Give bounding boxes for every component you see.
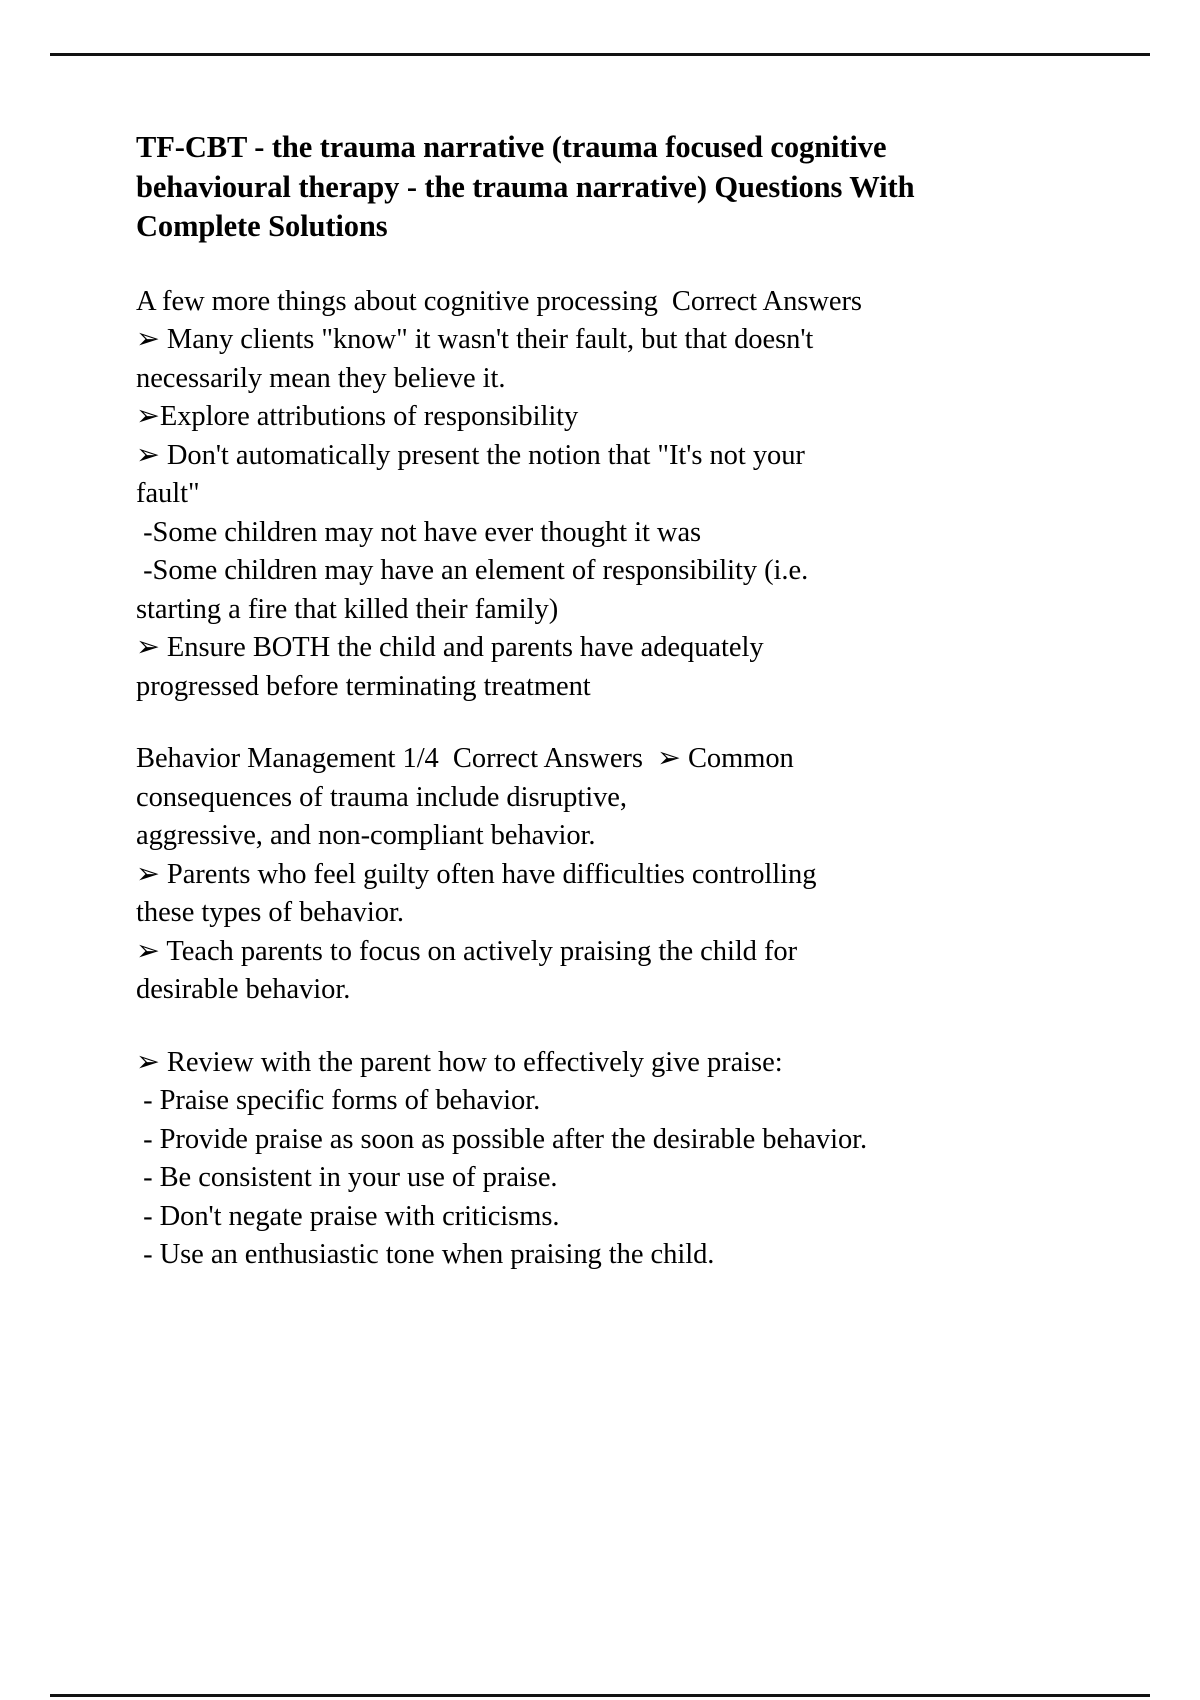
text-line: consequences of trauma include disruptive, <box>136 781 627 813</box>
text-line: ➢ Don't automatically present the notion that "It's not your <box>136 439 805 471</box>
text-line: progressed before terminating treatment <box>136 670 591 702</box>
section-behavior-management <box>136 740 1016 1010</box>
text-line: ➢ Ensure BOTH the child and parents have adequately <box>136 632 764 663</box>
text-line: starting a fire that killed their family) <box>136 593 559 625</box>
text-line: ➢ Parents who feel guilty often have difficulties controlling <box>136 858 817 890</box>
text-line: aggressive, and non-compliant behavior. <box>136 820 596 851</box>
text-line: ➢ Many clients "know" it wasn't their fault, but that doesn't <box>136 324 814 355</box>
text-line: - Be consistent in your use of praise. <box>136 1162 558 1193</box>
text-line: -Some children may have an element of responsibility (i.e. <box>136 555 809 586</box>
section-giving-praise <box>136 1044 1016 1275</box>
text-line: fault" <box>136 478 200 509</box>
text-line: necessarily mean they believe it. <box>136 362 506 394</box>
section-spacer <box>136 706 1016 740</box>
text-line: - Use an enthusiastic tone when praising the child. <box>136 1239 715 1270</box>
text-line: ➢ Teach parents to focus on actively praising the child for <box>136 935 798 967</box>
text-line: - Don't negate praise with criticisms. <box>136 1200 560 1232</box>
text-line: A few more things about cognitive processing Correct Answers <box>136 285 862 317</box>
section-cognitive-processing <box>136 283 1016 707</box>
document-content <box>136 128 1016 1275</box>
page-title: TF-CBT - the trauma narrative (trauma focused cognitive behavioural therapy - the trauma narrative) Questions With Complete Solutions <box>136 130 915 243</box>
section-spacer <box>136 1010 1016 1044</box>
text-line: - Praise specific forms of behavior. <box>136 1085 541 1116</box>
header-divider <box>50 53 1150 56</box>
text-line: desirable behavior. <box>136 974 351 1005</box>
footer-divider <box>50 1694 1150 1697</box>
text-line: Behavior Management 1/4 Correct Answers ➢ Common <box>136 743 794 774</box>
text-line: ➢ Review with the parent how to effectively give praise: <box>136 1046 783 1078</box>
text-line: -Some children may not have ever thought it was <box>136 516 702 548</box>
text-line: ➢Explore attributions of responsibility <box>136 401 579 432</box>
text-line: these types of behavior. <box>136 897 404 928</box>
text-line: - Provide praise as soon as possible after the desirable behavior. <box>136 1123 868 1155</box>
